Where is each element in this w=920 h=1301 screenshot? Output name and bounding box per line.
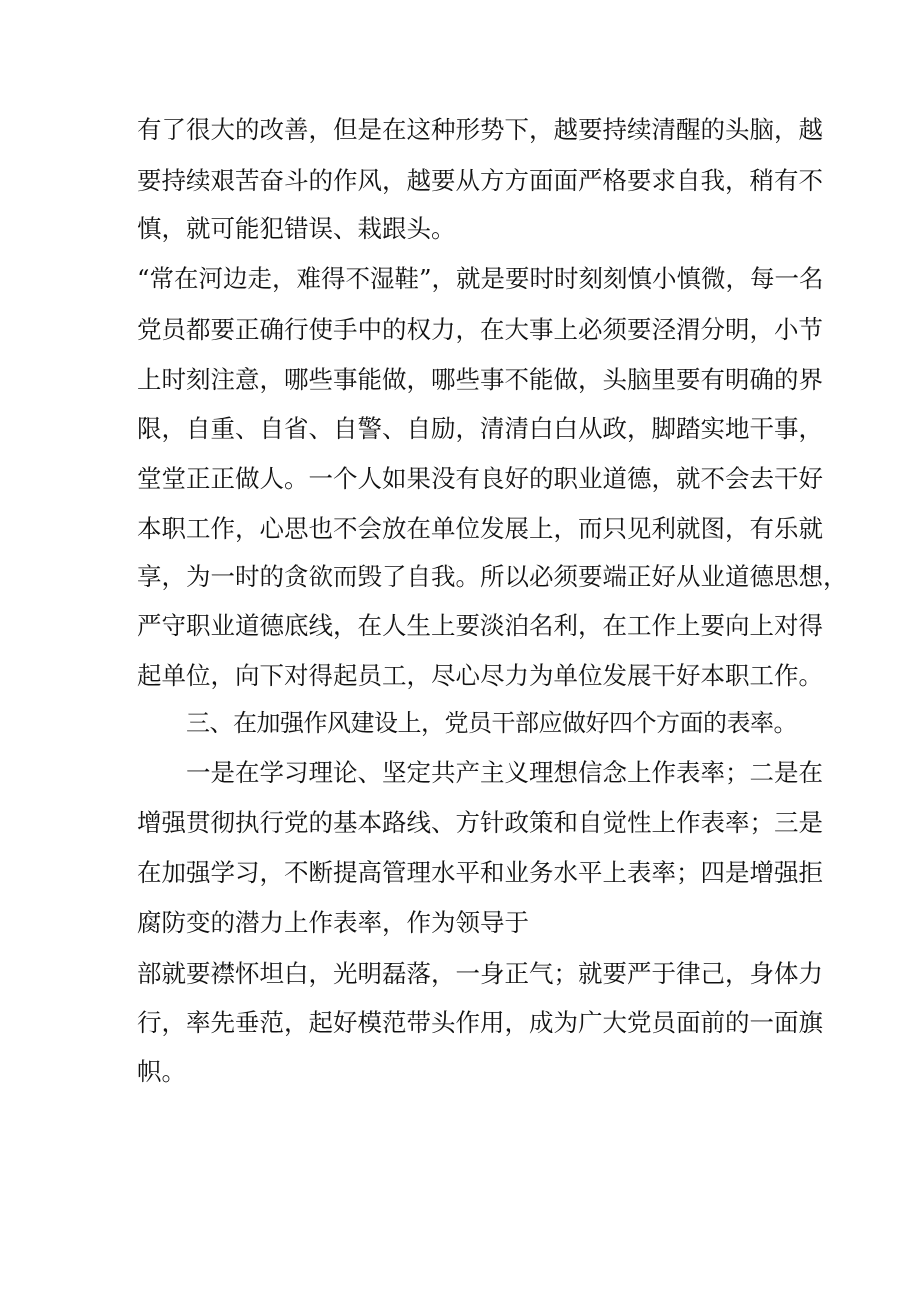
text-line: 增强贯彻执行党的基本路线、方针政策和自觉性上作表率；三是 (137, 808, 823, 837)
text-line: 行，率先垂范，起好模范带头作用，成为广大党员面前的一面旗 (137, 1008, 823, 1037)
text-line: 堂堂正正做人。一个人如果没有良好的职业道德，就不会去干好 (137, 464, 823, 493)
text-line: 在加强学习，不断提高管理水平和业务水平上表率；四是增强拒 (137, 858, 823, 887)
text-line: 腐防变的潜力上作表率，作为领导于 (137, 908, 529, 937)
text-line: 有了很大的改善，但是在这种形势下，越要持续清醒的头脑，越 (137, 115, 823, 144)
text-line: “常在河边走，难得不湿鞋”，就是要时时刻刻慎小慎微，每一名 (137, 264, 824, 293)
text-line: 享，为一时的贪欲而毁了自我。所以必须要端正好从业道德思想， (137, 562, 848, 591)
text-line: 一是在学习理论、坚定共产主义理想信念上作表率；二是在 (186, 758, 823, 787)
text-line: 部就要襟怀坦白，光明磊落，一身正气；就要严于律己，身体力 (137, 959, 823, 988)
text-line: 起单位，向下对得起员工，尽心尽力为单位发展干好本职工作。 (137, 661, 823, 690)
text-line: 上时刻注意，哪些事能做，哪些事不能做，头脑里要有明确的界 (137, 365, 823, 394)
section-heading: 三、在加强作风建设上，党员干部应做好四个方面的表率。 (186, 709, 797, 737)
text-line: 慎，就可能犯错误、栽跟头。 (137, 214, 456, 243)
text-line: 帜。 (137, 1057, 186, 1086)
text-line: 本职工作，心思也不会放在单位发展上，而只见利就图，有乐就 (137, 514, 823, 543)
text-line: 严守职业道德底线，在人生上要淡泊名利，在工作上要向上对得 (137, 611, 823, 640)
text-line: 党员都要正确行使手中的权力，在大事上必须要泾渭分明，小节 (137, 315, 823, 344)
text-line: 要持续艰苦奋斗的作风，越要从方方面面严格要求自我，稍有不 (137, 166, 823, 195)
text-line: 限，自重、自省、自警、自励，清清白白从政，脚踏实地干事， (137, 414, 823, 443)
